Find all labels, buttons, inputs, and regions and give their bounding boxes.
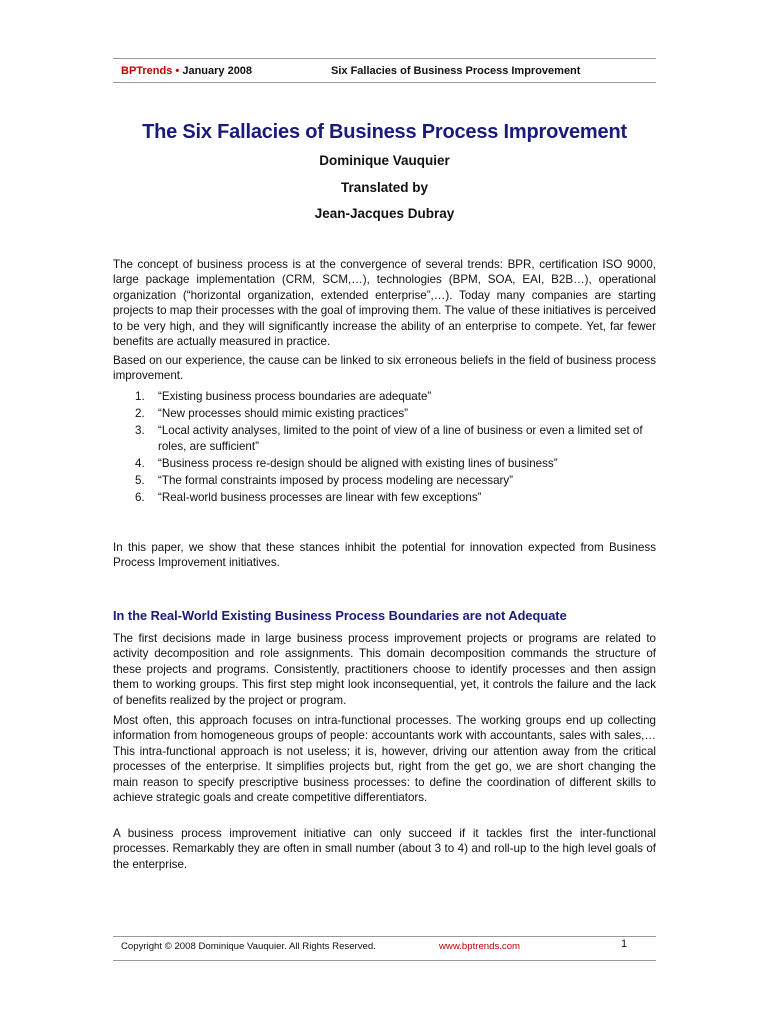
list-item-text: “New processes should mimic existing practices” (158, 406, 408, 420)
page-footer (113, 938, 656, 955)
header-rule-bottom (113, 82, 656, 83)
author-name: Dominique Vauquier (319, 153, 450, 168)
document-page (113, 58, 656, 966)
first-decisions-paragraph: The first decisions made in large business process improvement projects or programs are related to activity decomposition and role assignments. This domain decomposition commands the structure of these projects and programs. Consistently, practitioners choose to identify processes and then assign them to working groups. This first step might look inconsequential, yet, it controls the failure and the lack of benefits realized by the project or program. (113, 632, 656, 707)
list-item-number: 6. (135, 490, 145, 504)
header-separator: • (172, 65, 183, 77)
list-item-text: “Local activity analyses, limited to the point of view of a line of business or even a limited set of roles, are sufficient” (158, 423, 643, 454)
header-paper-title: Six Fallacies of Business Process Improvement (331, 65, 581, 77)
fallacies-list (113, 389, 656, 507)
list-item-text: “The formal constraints imposed by process modeling are necessary” (158, 473, 514, 487)
stances-paragraph: In this paper, we show that these stances inhibit the potential for innovation expected from Business Process Improvement initiatives. (113, 541, 656, 570)
header-rule-top (113, 58, 656, 59)
list-item (113, 490, 656, 507)
section-heading: In the Real-World Existing Business Process Boundaries are not Adequate (113, 608, 567, 623)
footer-rule-top (113, 936, 656, 937)
list-item-text: “Real-world business processes are linear with few exceptions” (158, 490, 482, 504)
list-item-text: “Business process re-design should be aligned with existing lines of business” (158, 457, 558, 471)
list-item-number: 4. (135, 457, 145, 471)
list-item (113, 473, 656, 490)
header-brand (121, 65, 252, 77)
most-often-paragraph: Most often, this approach focuses on intra-functional processes. The working groups end up collecting information from homogeneous groups of people: accountants work with accountants, sales with sales,… This intra-functional approach is not useless; it is, however, driving our attention away from the critical processes of the enterprise. It simplifies projects but, right from the get go, we are short changing the main reason to specify prescriptive business processes: to define the coordination of different skills to achieve strategic goals and create competitive differentiators. (113, 714, 656, 805)
list-item-number: 5. (135, 473, 145, 487)
list-item (113, 423, 656, 457)
translator-name: Jean-Jacques Dubray (314, 206, 455, 221)
list-item (113, 456, 656, 473)
footer-rule-bottom (113, 960, 656, 961)
page-number: 1 (621, 938, 628, 950)
copyright-notice: Copyright © 2008 Dominique Vauquier. All Rights Reserved. (121, 941, 376, 952)
list-item-text: “Existing business process boundaries are adequate” (158, 390, 432, 403)
list-item-number: 3. (135, 423, 145, 437)
running-header (113, 65, 656, 81)
succeed-paragraph: A business process improvement initiative can only succeed if it tackles first the inter-functional processes. Remarkably they are often in small number (about 3 to 4) and roll-up to the high level goals of the enterprise. (113, 827, 656, 871)
brand-name: BPTrends (121, 65, 173, 77)
cause-paragraph: Based on our experience, the cause can be linked to six erroneous beliefs in the field of business process improvement. (113, 354, 656, 383)
website-link[interactable]: www.bptrends.com (439, 941, 521, 952)
translated-by-label: Translated by (340, 180, 429, 195)
intro-paragraph: The concept of business process is at the convergence of several trends: BPR, certification ISO 9000, large package implementation (CRM, SCM,…), technologies (BPM, SOA, EAI, B2B…), operational organization (“horizontal organization, extended enterprise”,…). Today many companies are starting projects to map their processes with the goal of improving them. The value of these initiatives is perceived to be very high, and they will significantly increase the ability of an enterprise to compete. Yet, far fewer benefits are actually measured in practice. (113, 258, 656, 349)
list-item (113, 389, 656, 406)
list-item (113, 406, 656, 423)
document-title: The Six Fallacies of Business Process Improvement (142, 121, 627, 143)
list-item-number: 2. (135, 406, 145, 420)
list-item-number: 1. (135, 390, 145, 403)
header-date: January 2008 (182, 65, 253, 77)
